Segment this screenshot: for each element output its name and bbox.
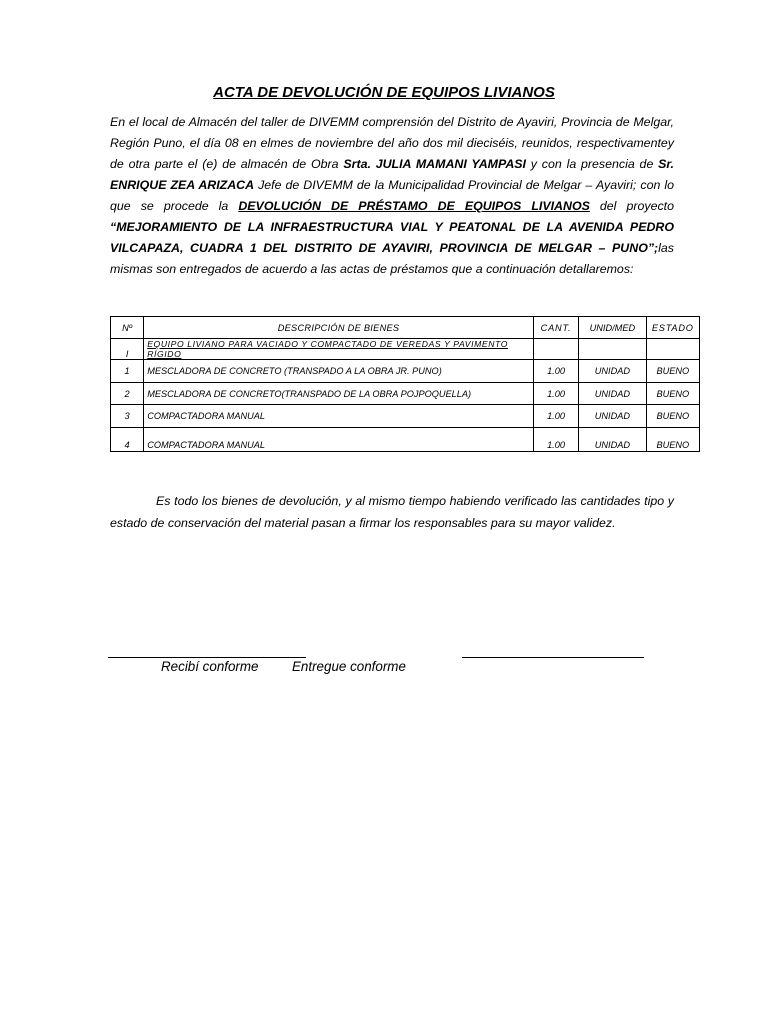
row-quantity: 1.00 — [533, 405, 578, 428]
row-quantity: 1.00 — [533, 428, 578, 452]
intro-text-3: Jefe de DIVEMM de la Municipalidad Provincial de Melgar – Ayaviri; con lo que se procede la — [110, 178, 674, 213]
row-status: BUENO — [646, 383, 699, 405]
row-unit: UNIDAD — [579, 405, 646, 428]
table-row — [111, 428, 700, 452]
table-row — [111, 405, 700, 428]
row-description: COMPACTADORA MANUAL — [144, 428, 534, 452]
closing-paragraph — [110, 490, 674, 534]
table-row — [111, 383, 700, 405]
group-unit — [579, 339, 646, 360]
table-header-row — [111, 317, 700, 339]
row-unit: UNIDAD — [579, 383, 646, 405]
closing-text: Es todo los bienes de devolución, y al mismo tiempo habiendo verificado las cantidades tipo y estado de conservación del material pasan a firmar los responsables para su mayor validez. — [110, 494, 674, 530]
table-group-row — [111, 339, 700, 360]
person-name-1: Srta. JULIA MAMANI YAMPASI — [343, 157, 526, 171]
received-label: Recibí conforme — [161, 659, 259, 674]
intro-text-5: las mismas son entregados de acuerdo a las actas de préstamos que a continuación detallaremos: — [110, 241, 674, 276]
row-no: 4 — [111, 428, 144, 452]
table-row — [111, 360, 700, 383]
intro-text-2: y con la presencia de — [525, 157, 659, 171]
signature-line-left — [108, 657, 306, 658]
document-title: ACTA DE DEVOLUCIÓN DE EQUIPOS LIVIANOS — [213, 84, 555, 101]
row-quantity: 1.00 — [533, 383, 578, 405]
row-status: BUENO — [646, 428, 699, 452]
signature-line-right — [462, 657, 644, 658]
project-name: “MEJORAMIENTO DE LA INFRAESTRUCTURA VIAL Y PEATONAL DE LA AVENIDA PEDRO VILCAPAZA, CUADRA 1 DEL DISTRITO DE AYAVIRI, PROVINCIA DE MELGAR – PUNO”; — [110, 220, 674, 255]
row-status: BUENO — [646, 405, 699, 428]
equipment-table — [110, 316, 700, 452]
row-no: 1 — [111, 360, 144, 383]
row-description: COMPACTADORA MANUAL — [144, 405, 534, 428]
person-name-2: Sr. ENRIQUE ZEA ARIZACA — [110, 157, 674, 192]
group-status — [646, 339, 699, 360]
row-no: 2 — [111, 383, 144, 405]
header-description: DESCRIPCIÓN DE BIENES — [144, 317, 534, 339]
procedure-name: DEVOLUCIÓN DE PRÉSTAMO DE EQUIPOS LIVIANOS — [238, 199, 590, 213]
header-status: ESTADO — [646, 317, 699, 339]
row-quantity: 1.00 — [533, 360, 578, 383]
row-status: BUENO — [646, 360, 699, 383]
group-no: I — [111, 339, 144, 360]
group-quantity — [533, 339, 578, 360]
row-description: MESCLADORA DE CONCRETO (TRANSPADO A LA OBRA JR. PUNO) — [144, 360, 534, 383]
intro-paragraph — [110, 112, 674, 280]
row-description: MESCLADORA DE CONCRETO(TRANSPADO DE LA OBRA POJPOQUELLA) — [144, 383, 534, 405]
row-unit: UNIDAD — [579, 360, 646, 383]
header-unit: UNID/MED — [579, 317, 646, 339]
row-unit: UNIDAD — [579, 428, 646, 452]
intro-text-4: del proyecto — [589, 199, 674, 213]
header-no: Nº — [111, 317, 144, 339]
row-no: 3 — [111, 405, 144, 428]
delivered-label: Entregue conforme — [292, 659, 406, 674]
header-quantity: CANT. — [533, 317, 578, 339]
group-description: EQUIPO LIVIANO PARA VACIADO Y COMPACTADO DE VEREDAS Y PAVIMENTO RÍGIDO — [144, 339, 534, 360]
intro-text-1: En el local de Almacén del taller de DIVEMM comprensión del Distrito de Ayaviri, Provincia de Melgar, Región Puno, el día 08 en elmes de noviembre del año dos mil dieciséis, reunidos, respectivamentey de otra parte el (e) de almacén de Obra — [110, 115, 674, 171]
